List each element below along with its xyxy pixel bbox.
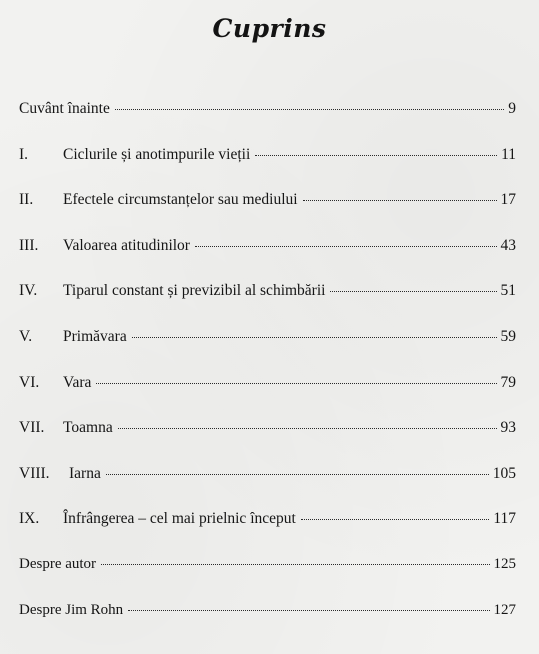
toc-entry-label: Despre Jim Rohn: [19, 601, 124, 618]
toc-entry-page: 93: [500, 419, 516, 437]
toc-entry: [19, 191, 516, 237]
dot-leader: [118, 428, 497, 429]
toc-entry-label: Vara: [63, 373, 92, 391]
toc-entry: [19, 374, 516, 420]
toc-entry-number: II.: [19, 191, 34, 209]
toc-entry-page: 59: [500, 327, 516, 345]
toc-entry-label: Ciclurile și anotimpurile vieții: [63, 145, 251, 163]
toc-entry: [19, 556, 516, 602]
toc-entry-page: 79: [500, 373, 516, 391]
toc-entry-number: VIII.: [19, 464, 50, 482]
dot-leader: [128, 610, 489, 611]
toc-entry-number: IX.: [19, 510, 40, 528]
toc-entry: [19, 328, 516, 374]
toc-entry-page: 11: [501, 145, 516, 163]
toc-entry-page: 17: [500, 191, 516, 209]
toc-entry: [19, 510, 516, 556]
dot-leader: [255, 155, 497, 156]
toc-entry-number: III.: [19, 236, 39, 254]
dot-leader: [330, 291, 496, 292]
dot-leader: [101, 564, 489, 565]
toc-entry-number: VII.: [19, 419, 45, 437]
toc-entry-page: 127: [493, 601, 516, 618]
toc-entry-label: Efectele circumstanțelor sau mediului: [63, 191, 298, 209]
toc-entry: [19, 419, 516, 465]
toc-entry: [19, 146, 516, 192]
toc-entry-number: IV.: [19, 282, 38, 300]
page-title: Cuprins: [212, 14, 327, 43]
toc-entry-page: 51: [500, 282, 516, 300]
toc-entry-page: 43: [500, 236, 516, 254]
toc-entry-label: Iarna: [69, 464, 101, 482]
toc-entry-label: Valoarea atitudinilor: [63, 236, 190, 254]
toc-entry-page: 105: [492, 464, 516, 482]
toc-entry-page: 9: [508, 100, 516, 117]
toc-entry-page: 125: [493, 555, 516, 572]
toc-entry: [19, 100, 516, 146]
toc-entry-label: Înfrângerea – cel mai prielnic început: [63, 510, 296, 528]
toc-entry-label: Primăvara: [63, 327, 127, 345]
dot-leader: [303, 200, 497, 201]
dot-leader: [301, 519, 490, 520]
toc-entry-number: VI.: [19, 373, 40, 391]
table-of-contents: [19, 100, 516, 647]
toc-entry-page: 117: [493, 510, 516, 528]
dot-leader: [132, 337, 497, 338]
dot-leader: [195, 246, 497, 247]
toc-entry-label: Cuvânt înainte: [19, 100, 110, 117]
toc-entry-label: Tiparul constant și previzibil al schimbării: [63, 282, 326, 300]
dot-leader: [96, 383, 496, 384]
toc-entry-label: Toamna: [63, 419, 113, 437]
toc-entry-number: V.: [19, 327, 33, 345]
toc-entry: [19, 602, 516, 648]
toc-entry-label: Despre autor: [19, 555, 97, 572]
toc-entry: [19, 237, 516, 283]
toc-entry-number: I.: [19, 145, 29, 163]
dot-leader: [115, 109, 504, 110]
toc-entry: [19, 282, 516, 328]
dot-leader: [106, 474, 489, 475]
toc-entry: [19, 465, 516, 511]
